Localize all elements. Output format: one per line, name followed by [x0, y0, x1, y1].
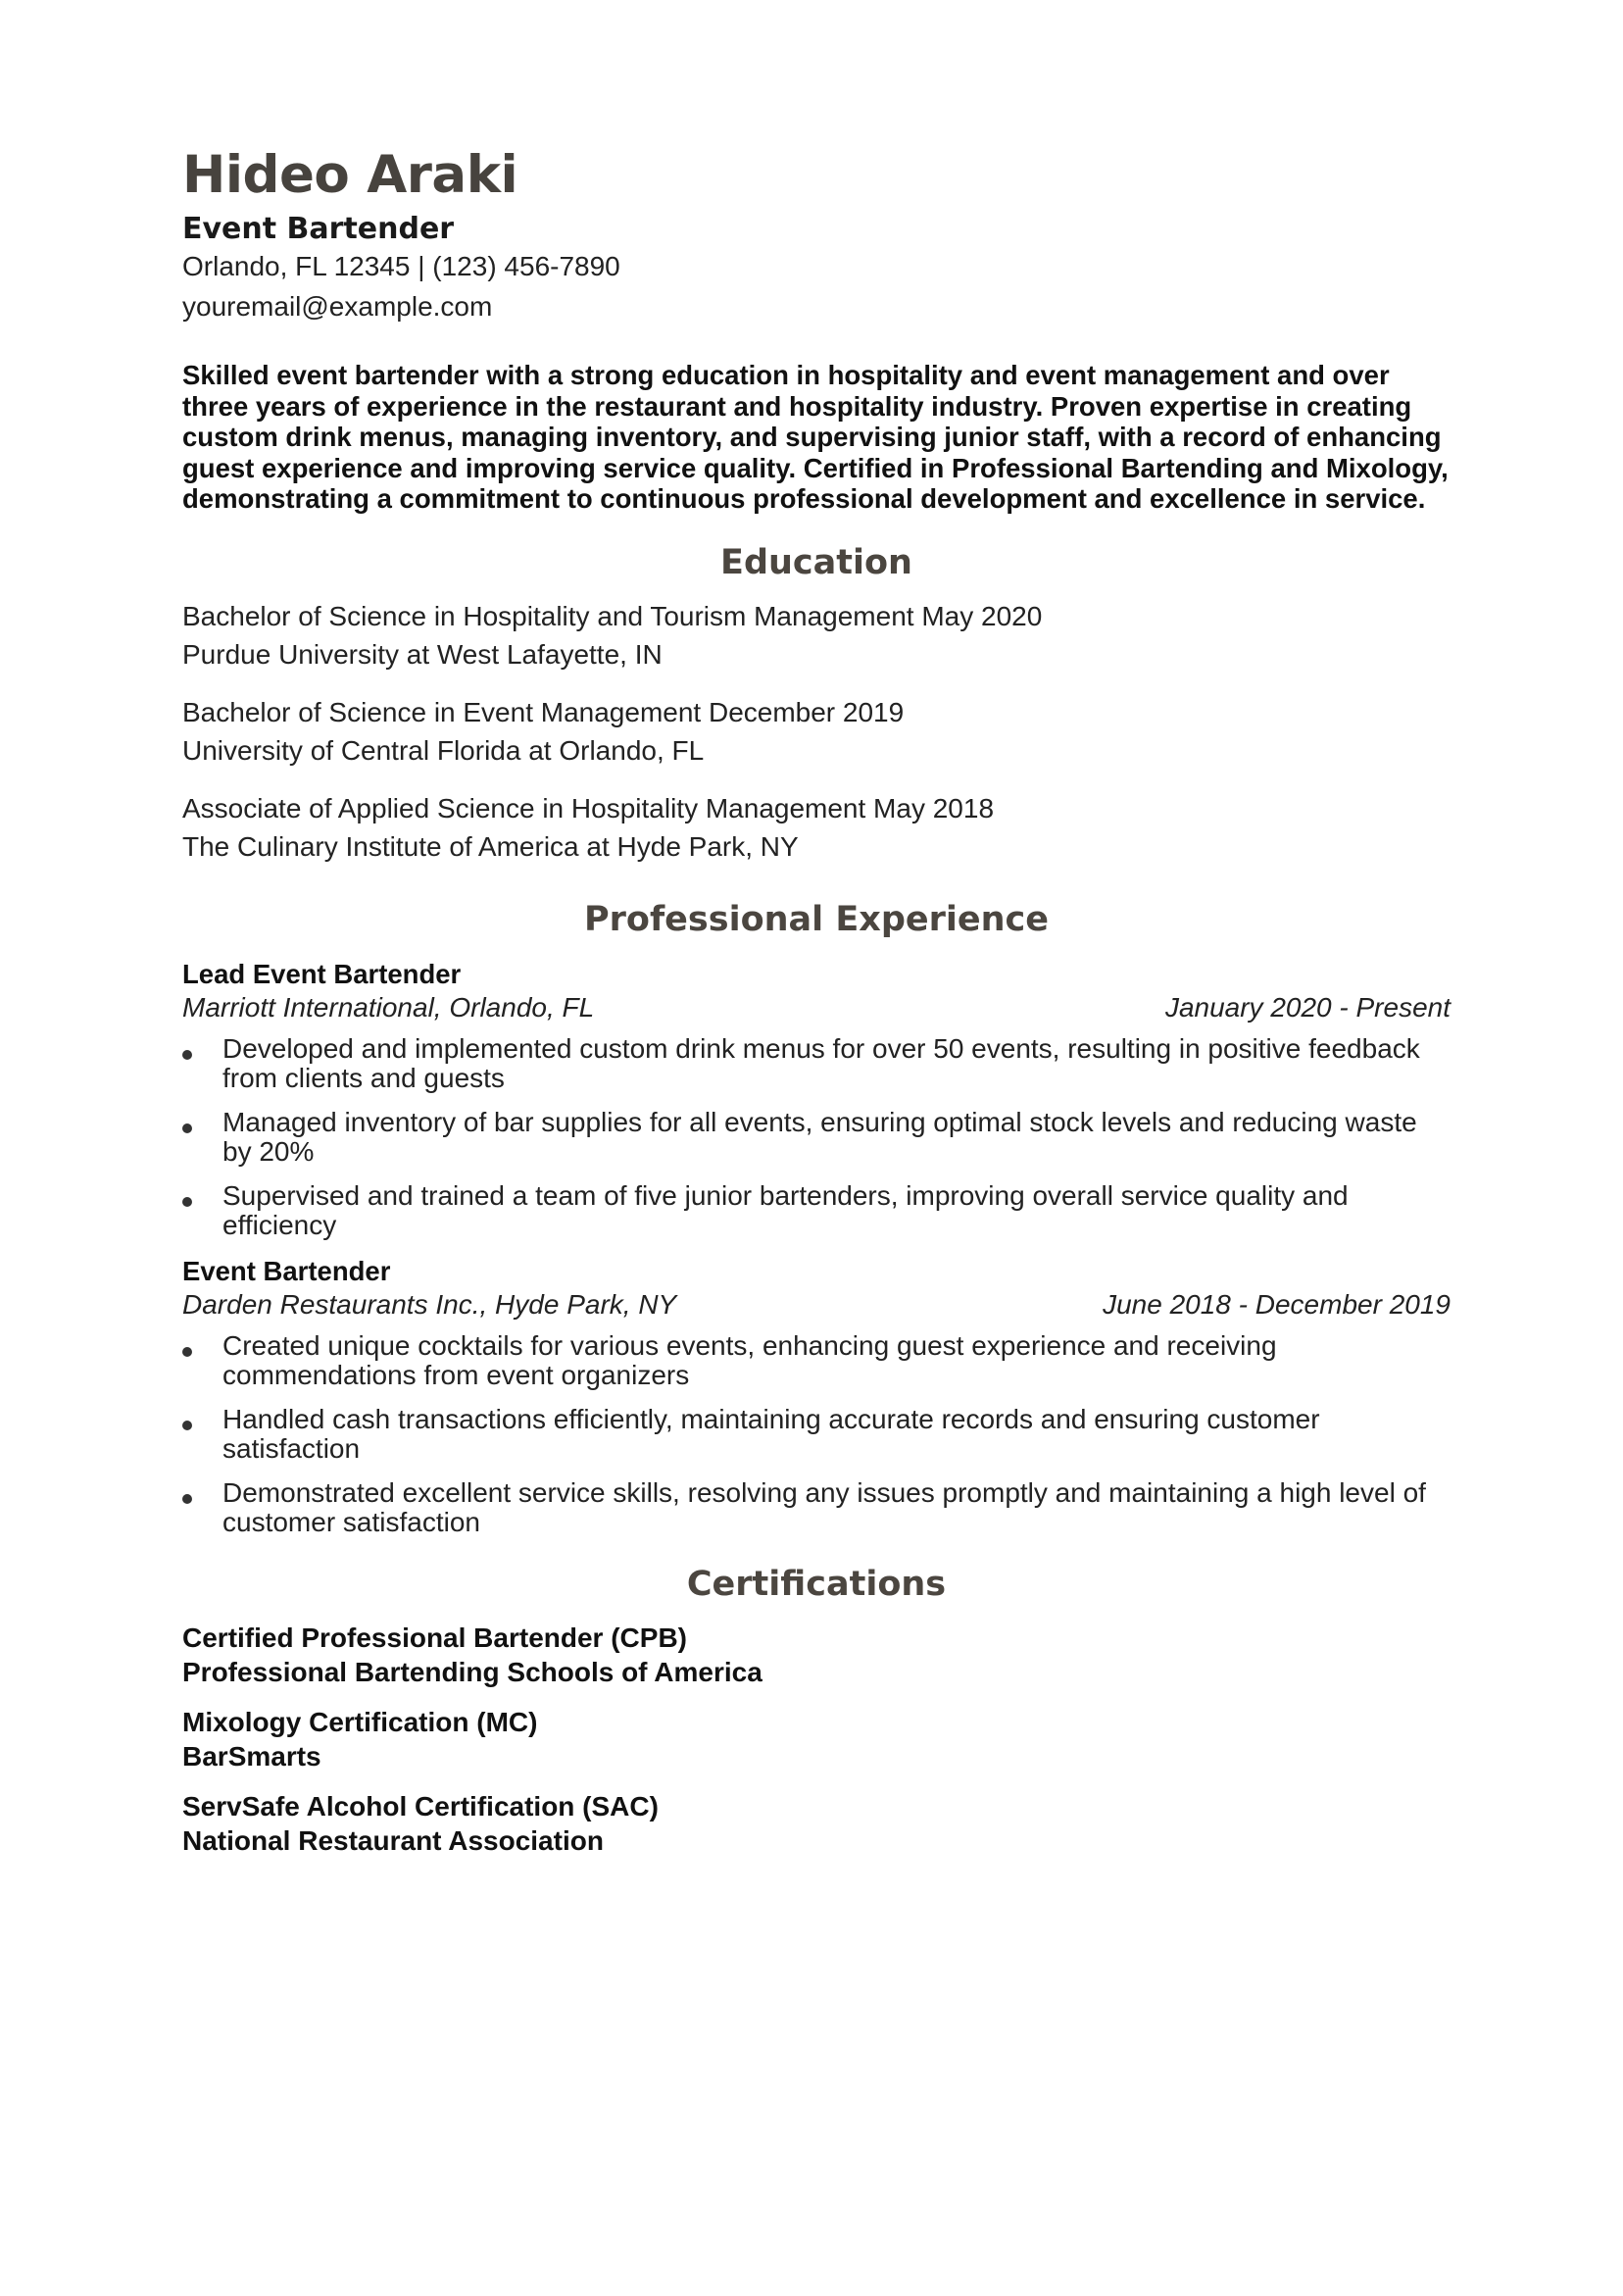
job-bullet [182, 1478, 1451, 1538]
certification-name: Certified Professional Bartender (CPB) [182, 1622, 687, 1653]
job-bullets [182, 1034, 1451, 1241]
bullet-icon [182, 1421, 192, 1430]
bullet-icon [182, 1123, 192, 1133]
education-degree: Bachelor of Science in Hospitality and Tourism Management May 2020 [182, 600, 1043, 631]
job-bullets [182, 1331, 1451, 1538]
bullet-icon [182, 1494, 192, 1504]
job-company: Darden Restaurants Inc., Hyde Park, NY [182, 1288, 677, 1320]
education-school: University of Central Florida at Orlando, FL [182, 734, 705, 766]
certifications-list [182, 1621, 1451, 1858]
education-item [182, 789, 1451, 866]
job-bullet [182, 1034, 1451, 1094]
education-list [182, 597, 1451, 866]
bullet-icon [182, 1347, 192, 1357]
education-school: The Culinary Institute of America at Hyde Park, NY [182, 830, 799, 862]
contact-location-phone: Orlando, FL 12345 | (123) 456-7890 [182, 251, 620, 282]
certification-issuer: National Restaurant Association [182, 1824, 604, 1856]
job-entry [182, 1255, 1451, 1538]
job-bullet-text: Supervised and trained a team of five junior bartenders, improving overall service quality and efficiency [222, 1179, 1349, 1241]
resume-header [182, 147, 1451, 326]
job-bullet-text: Managed inventory of bar supplies for all events, ensuring optimal stock levels and reducing waste by 20% [222, 1106, 1417, 1168]
job-bullet-text: Demonstrated excellent service skills, resolving any issues promptly and maintaining a high level of customer satisfaction [222, 1476, 1426, 1538]
job-bullet [182, 1181, 1451, 1241]
candidate-name: Hideo Araki [182, 145, 518, 205]
certification-item [182, 1705, 1451, 1773]
contact-email: youremail@example.com [182, 290, 493, 322]
education-item [182, 693, 1451, 770]
bullet-icon [182, 1197, 192, 1207]
job-bullet [182, 1331, 1451, 1391]
certification-name: Mixology Certification (MC) [182, 1706, 538, 1737]
certifications-heading: Certifications [686, 1564, 947, 1604]
bullet-icon [182, 1050, 192, 1060]
candidate-role: Event Bartender [182, 212, 455, 247]
job-dates: June 2018 - December 2019 [1103, 1288, 1451, 1320]
job-bullet-text: Created unique cocktails for various events, enhancing guest experience and receiving commendations from event organizers [222, 1329, 1277, 1391]
job-dates: January 2020 - Present [1164, 991, 1451, 1023]
certification-name: ServSafe Alcohol Certification (SAC) [182, 1790, 659, 1822]
education-item [182, 597, 1451, 674]
certification-item [182, 1621, 1451, 1689]
certification-issuer: BarSmarts [182, 1740, 321, 1772]
job-bullet [182, 1405, 1451, 1465]
education-degree: Bachelor of Science in Event Management December 2019 [182, 696, 905, 727]
experience-heading: Professional Experience [583, 899, 1050, 939]
job-bullet-text: Handled cash transactions efficiently, maintaining accurate records and ensuring customer satisfaction [222, 1403, 1320, 1465]
job-title: Event Bartender [182, 1255, 391, 1286]
certification-item [182, 1789, 1451, 1858]
education-heading: Education [720, 542, 912, 582]
job-meta [182, 991, 1451, 1024]
certification-issuer: Professional Bartending Schools of America [182, 1656, 762, 1687]
job-company: Marriott International, Orlando, FL [182, 991, 595, 1023]
job-entry [182, 958, 1451, 1241]
job-meta [182, 1288, 1451, 1322]
job-bullet [182, 1108, 1451, 1168]
education-school: Purdue University at West Lafayette, IN [182, 638, 663, 670]
job-bullet-text: Developed and implemented custom drink menus for over 50 events, resulting in positive feedback from clients and guests [222, 1032, 1420, 1094]
job-title: Lead Event Bartender [182, 958, 462, 989]
professional-summary: Skilled event bartender with a strong education in hospitality and event management and over three years of experience in the restaurant and hospitality industry. Proven expertise in creating custom drink menus, managing inventory, and supervising junior staff, with a record of enhancing guest experience and improving service quality. Certified in Professional Bartending and Mixology, demonstrating a commitment to continuous professional development and excellence in service. [182, 360, 1449, 515]
resume-page [182, 147, 1451, 1858]
education-degree: Associate of Applied Science in Hospitality Management May 2018 [182, 792, 995, 824]
